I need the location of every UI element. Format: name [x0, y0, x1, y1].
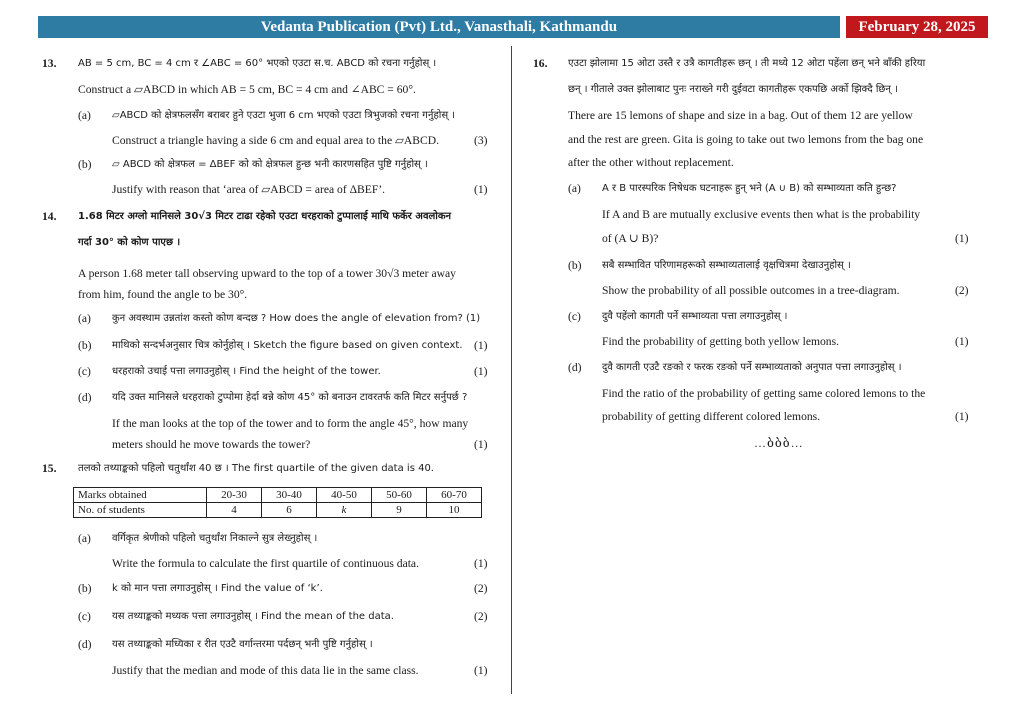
- table-cell: 20-30: [207, 488, 262, 503]
- q16a-english-1: If A and B are mutually exclusive events then what is the probability: [602, 208, 921, 221]
- marks-frequency-table: [73, 487, 482, 518]
- q16c-english: Find the probability of getting both yellow lemons.: [602, 335, 840, 348]
- question-14-nepali-1: 1.68 मिटर अग्लो मानिसले 30√3 मिटर टाढा रहेको एउटा धरहराको टुप्पालाई माथि फर्केर अवलोकन: [78, 211, 452, 222]
- page-header: [38, 16, 988, 38]
- q15d-english: Justify that the median and mode of this data lie in the same class.: [112, 664, 419, 677]
- question-13-nepali: AB = 5 cm, BC = 4 cm र ∠ABC = 60° भएको एउटा स.च. ABCD को रचना गर्नुहोस् ।: [78, 58, 437, 69]
- q15a-english: Write the formula to calculate the first quartile of continuous data.: [112, 557, 419, 570]
- q16c-nepali: दुवै पहेंलो कागती पर्ने सम्भाव्यता पत्ता लगाउनुहोस् ।: [602, 311, 788, 322]
- table-row: [74, 488, 482, 503]
- question-16-nepali-2: छन् । गीताले उक्त झोलाबाट पुनः नराख्ने गरी दुईवटा कागतीहरू एकपछि अर्को झिक्दै छिन् ।: [568, 84, 898, 95]
- q16b-marks: (2): [955, 284, 969, 297]
- q15c-marks: (2): [474, 610, 488, 623]
- q15c-label: (c): [78, 610, 91, 623]
- q15b-marks: (2): [474, 582, 488, 595]
- q13b-nepali: ▱ ABCD को क्षेत्रफल = ΔBEF को को क्षेत्रफल हुन्छ भनी कारणसहित पुष्टि गर्नुहोस् ।: [112, 159, 428, 170]
- question-16-english-2: and the rest are green. Gita is going to take out two lemons from the bag one: [568, 133, 924, 146]
- question-14-english-1: A person 1.68 meter tall observing upward to the top of a tower 30√3 meter away: [78, 267, 456, 280]
- q16a-label: (a): [568, 182, 581, 195]
- q14c-marks: (1): [474, 365, 488, 378]
- q13a-nepali: ▱ABCD को क्षेत्रफलसँग बराबर हुने एउटा भुजा 6 cm भएको एउटा त्रिभुजको रचना गर्नुहोस् ।: [112, 110, 456, 121]
- q13a-english: Construct a triangle having a side 6 cm and equal area to the ▱ABCD.: [112, 134, 440, 147]
- q15a-nepali: वर्गिकृत श्रेणीको पहिलो चतुर्थांश निकाल्ने सुत्र लेख्नुहोस् ।: [112, 533, 318, 544]
- question-15-number: 15.: [42, 462, 57, 475]
- q14d-english-2: meters should he move towards the tower?: [112, 438, 311, 451]
- table-cell: 40-50: [317, 488, 372, 503]
- q16d-label: (d): [568, 361, 582, 374]
- q14d-nepali: यदि उक्त मानिसले धरहराको टुप्पोमा हेर्दा बन्ने कोण 45° को बनाउन टावरतर्फ कति मिटर सर्नुपर्छ ?: [112, 392, 468, 403]
- q16d-marks: (1): [955, 410, 969, 423]
- q15c-text: यस तथ्याङ्कको मध्यक पत्ता लगाउनुहोस् । Find the mean of the data.: [112, 611, 394, 622]
- q14d-label: (d): [78, 391, 92, 404]
- q14c-text: धरहराको उचाई पत्ता लगाउनुहोस् । Find the height of the tower.: [112, 366, 381, 377]
- q13a-label: (a): [78, 109, 91, 122]
- end-of-questions-mark: …ბბბ…: [754, 436, 804, 450]
- q13b-marks: (1): [474, 183, 488, 196]
- q14b-label: (b): [78, 339, 92, 352]
- table-header-students: No. of students: [74, 503, 207, 518]
- table-cell: 6: [262, 503, 317, 518]
- question-14-nepali-2: गर्दा 30° को कोण पाएछ ।: [78, 237, 181, 248]
- q15d-label: (d): [78, 638, 92, 651]
- q15b-text: k को मान पत्ता लगाउनुहोस् । Find the value of ‘k’.: [112, 583, 323, 594]
- question-14-english-2: from him, found the angle to be 30°.: [78, 288, 248, 301]
- table-cell: 60-70: [427, 488, 482, 503]
- q16b-nepali: सबै सम्भावित परिणामहरूको सम्भाव्यतालाई वृक्षचित्रमा देखाउनुहोस् ।: [602, 260, 851, 271]
- q16a-marks: (1): [955, 232, 969, 245]
- table-cell: 10: [427, 503, 482, 518]
- column-divider: [511, 46, 512, 694]
- date-banner: February 28, 2025: [846, 16, 988, 38]
- q14a-label: (a): [78, 312, 91, 325]
- question-15-intro: तलको तथ्याङ्कको पहिलो चतुर्थांश 40 छ । The first quartile of the given data is 40.: [78, 463, 434, 474]
- q14a-text: कुन अवस्थाम उन्नतांश कस्तो कोण बन्दछ ? How does the angle of elevation from? (1): [112, 313, 481, 324]
- question-14-number: 14.: [42, 210, 57, 223]
- question-16-english-3: after the other without replacement.: [568, 156, 734, 169]
- table-header-marks: Marks obtained: [74, 488, 207, 503]
- q13b-label: (b): [78, 158, 92, 171]
- table-cell: 4: [207, 503, 262, 518]
- table-cell: 50-60: [372, 488, 427, 503]
- q15d-marks: (1): [474, 664, 488, 677]
- q16d-english-1: Find the ratio of the probability of getting same colored lemons to the: [602, 387, 926, 400]
- q16b-english: Show the probability of all possible outcomes in a tree-diagram.: [602, 284, 900, 297]
- q16b-label: (b): [568, 259, 582, 272]
- publisher-banner: Vedanta Publication (Pvt) Ltd., Vanasthali, Kathmandu: [38, 16, 840, 38]
- q14b-text: माथिको सन्दर्भअनुसार चित्र कोर्नुहोस् । Sketch the figure based on given context.: [112, 340, 463, 351]
- question-16-nepali-1: एउटा झोलामा 15 ओटा उस्तै र उत्रै कागतीहरू छन् । ती मध्ये 12 ओटा पहेंला छन् भने बाँकी हरिया: [568, 58, 926, 69]
- q15a-label: (a): [78, 532, 91, 545]
- q14d-english-1: If the man looks at the top of the tower and to form the angle 45°, how many: [112, 417, 469, 430]
- q16a-nepali: A र B पारस्परिक निषेधक घटनाहरू हुन् भने (A ∪ B) को सम्भाव्यता कति हुन्छ?: [602, 183, 897, 194]
- q13a-marks: (3): [474, 134, 488, 147]
- q14d-marks: (1): [474, 438, 488, 451]
- question-16-number: 16.: [533, 57, 548, 70]
- question-13-number: 13.: [42, 57, 57, 70]
- question-16-english-1: There are 15 lemons of shape and size in a bag. Out of them 12 are yellow: [568, 109, 913, 122]
- q15a-marks: (1): [474, 557, 488, 570]
- q16c-label: (c): [568, 310, 581, 323]
- q15d-nepali: यस तथ्याङ्कको मध्यिका र रीत एउटै वर्गान्तरमा पर्दछन् भनी पुष्टि गर्नुहोस् ।: [112, 639, 373, 650]
- q13b-english: Justify with reason that ‘area of ▱ABCD = area of ΔBEF’.: [112, 183, 386, 196]
- q16c-marks: (1): [955, 335, 969, 348]
- table-cell: k: [317, 503, 372, 518]
- q16d-english-2: probability of getting different colored lemons.: [602, 410, 821, 423]
- q15b-label: (b): [78, 582, 92, 595]
- table-cell: 30-40: [262, 488, 317, 503]
- q16d-nepali: दुवै कागती एउटै रङको र फरक रङको पर्ने सम्भाव्यताको अनुपात पत्ता लगाउनुहोस् ।: [602, 362, 902, 373]
- question-13-english: Construct a ▱ABCD in which AB = 5 cm, BC = 4 cm and ∠ABC = 60°.: [78, 83, 416, 96]
- table-cell: 9: [372, 503, 427, 518]
- table-row: [74, 503, 482, 518]
- q14b-marks: (1): [474, 339, 488, 352]
- q14c-label: (c): [78, 365, 91, 378]
- q16a-english-2: of (A ∪ B)?: [602, 232, 659, 245]
